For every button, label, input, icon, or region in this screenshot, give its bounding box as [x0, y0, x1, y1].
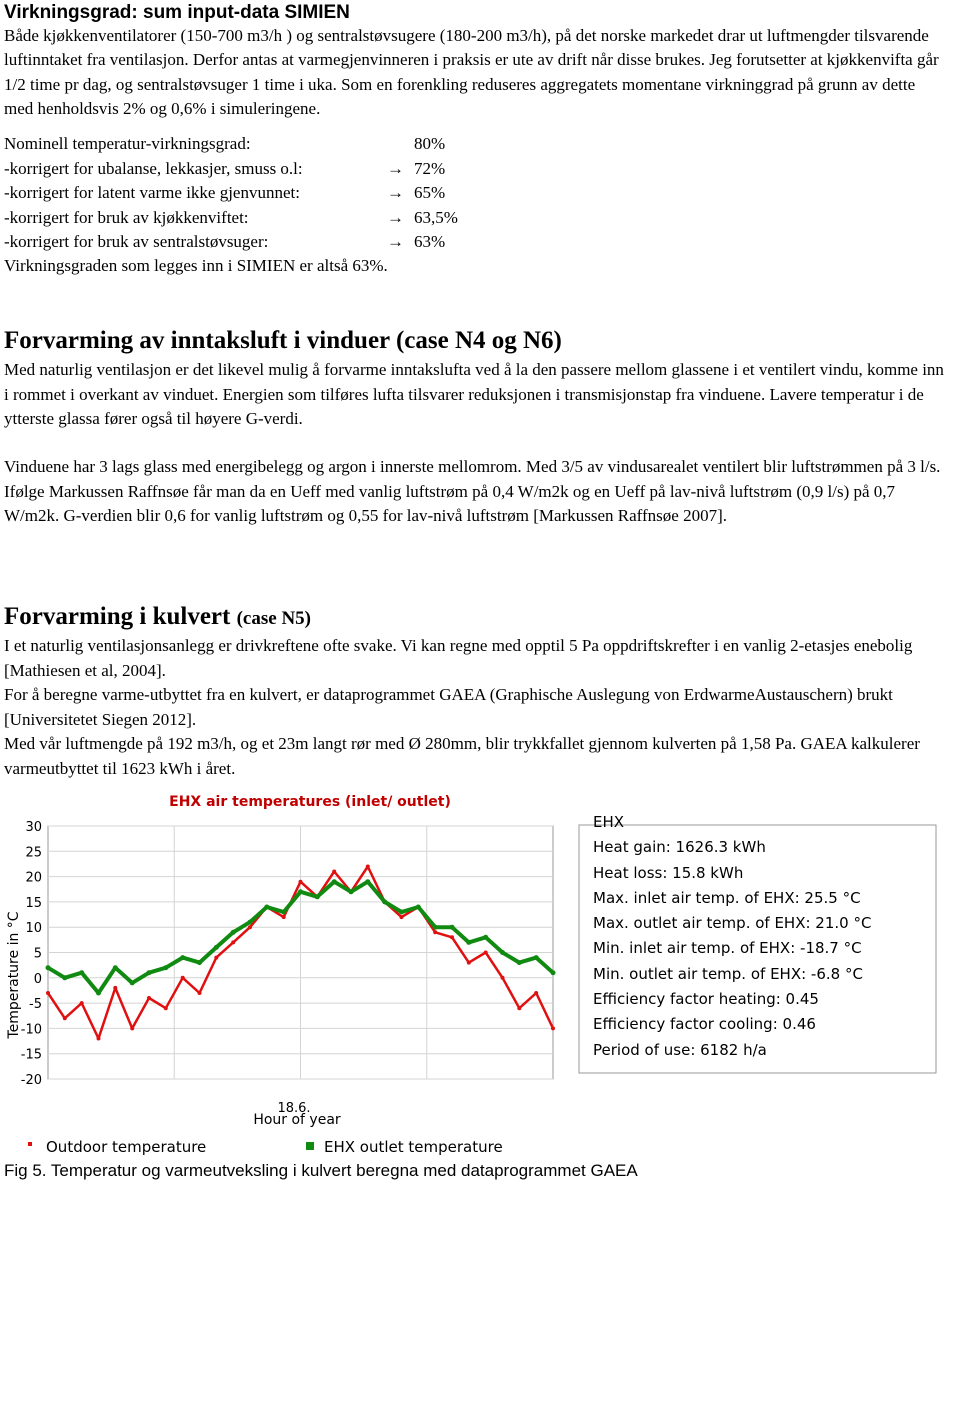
arrow-icon: →	[387, 158, 404, 178]
summary-item: Period of use: 6182 h/a	[593, 1040, 767, 1059]
summary-item: Heat loss: 15.8 kWh	[593, 863, 744, 882]
chart-point	[433, 925, 438, 930]
efficiency-row	[4, 157, 446, 181]
chart-point	[46, 991, 50, 995]
chart-y-tick-label: 20	[25, 870, 42, 886]
chart-y-tick-label: 25	[25, 845, 42, 861]
chart-point	[147, 970, 152, 975]
chart-point	[551, 970, 556, 975]
summary-item: Min. outlet air temp. of EHX: -6.8 °C	[593, 964, 863, 983]
chart-point	[180, 955, 185, 960]
ehx-temperature-chart	[0, 790, 570, 1130]
chart-point	[163, 965, 168, 970]
arrow-icon: →	[387, 207, 404, 227]
chart-y-tick-label: -5	[29, 997, 42, 1013]
paragraph-kulvert-2: For å beregne varme-utbyttet fra en kulvert, er dataprogrammet GAEA (Graphische Auslegung von ErdwarmeAustauschern) brukt [Universitetet Siegen 2012].	[4, 685, 893, 729]
chart-point	[181, 976, 185, 980]
chart-grid	[48, 826, 553, 1079]
chart-point	[315, 894, 320, 899]
summary-item: Heat gain: 1626.3 kWh	[593, 838, 766, 857]
chart-point	[433, 930, 437, 934]
efficiency-row-value: 63%	[414, 232, 446, 251]
summary-item: Efficiency factor cooling: 0.46	[593, 1015, 816, 1034]
efficiency-row-label: -korrigert for ubalanse, lekkasjer, smuss o.l:	[4, 158, 303, 178]
chart-point	[332, 870, 336, 874]
legend-outdoor-marker	[28, 1142, 32, 1146]
chart-point	[366, 865, 370, 869]
chart-y-tick-label: -20	[20, 1073, 42, 1088]
chart-point	[484, 951, 488, 955]
chart-point	[214, 956, 218, 960]
chart-point	[534, 955, 539, 960]
chart-point	[248, 925, 252, 929]
legend-ehx-marker	[306, 1142, 314, 1150]
summary-title: EHX	[593, 813, 625, 831]
chart-point	[467, 961, 471, 965]
arrow-icon: →	[387, 232, 404, 251]
ehx-summary-box	[593, 810, 933, 1063]
efficiency-row-value: 65%	[414, 183, 446, 202]
section-heading-case: (case N5)	[236, 608, 311, 629]
chart-point	[214, 945, 219, 950]
chart-point	[62, 975, 67, 980]
efficiency-row-label: -korrigert for bruk av sentralstøvsuger:	[4, 232, 269, 251]
chart-point	[113, 965, 118, 970]
chart-point	[130, 980, 135, 985]
chart-point	[500, 950, 505, 955]
chart-point	[450, 925, 455, 930]
chart-point	[197, 960, 202, 965]
chart-point	[63, 1016, 67, 1020]
summary-item: Efficiency factor heating: 0.45	[593, 990, 819, 1009]
chart-point	[416, 905, 421, 910]
chart-y-tick-label: 15	[25, 895, 42, 911]
chart-point	[248, 920, 253, 925]
chart-point	[483, 935, 488, 940]
paragraph-vinduer-1: Med naturlig ventilasjon er det likevel mulig å forvarme inntakslufta ved å la den passere mellom glassene i et ventilert vindu, komme inn i rommet i overkant av vinduet. Energien som tilføres lufta tilsvarer reduksjonen i transmisjonstap fra vinduene. Lavere temperatur i de ytterste glassa fører også til høyere G-verdi.	[4, 360, 944, 428]
section-heading-forvarming-vinduer: Forvarming av inntaksluft i vinduer (case N4 og N6)	[4, 327, 562, 354]
paragraph-kulvert-3: Med vår luftmengde på 192 m3/h, og et 23m langt rør med Ø 280mm, blir trykkfallet gjennom kulverten på 1,58 Pa. GAEA kalkulerer varmeutbyttet til 1623 kWh i året.	[4, 734, 920, 778]
chart-point	[130, 1026, 134, 1030]
chart-x-tick-label: 18.6.	[277, 1101, 311, 1116]
efficiency-row-value: 80%	[414, 134, 446, 153]
efficiency-row-value: 63,5%	[414, 207, 458, 227]
chart-point	[299, 880, 303, 884]
section-heading-virkningsgrad: Virkningsgrad: sum input-data SIMIEN	[4, 2, 350, 23]
chart-point	[501, 976, 505, 980]
legend-ehx-label: EHX outlet temperature	[324, 1138, 503, 1156]
efficiency-row	[4, 230, 446, 254]
chart-y-ticks	[21, 820, 42, 1088]
chart-y-tick-label: 10	[25, 921, 42, 937]
chart-point	[79, 970, 84, 975]
chart-point	[231, 940, 235, 944]
chart-point	[113, 986, 117, 990]
chart-y-tick-label: 30	[25, 820, 42, 835]
section-heading-forvarming-kulvert-title: Forvarming i kulvert	[4, 603, 231, 630]
chart-point	[282, 915, 286, 919]
chart-y-tick-label: 5	[33, 946, 42, 962]
chart-point	[281, 910, 286, 915]
paragraph-vinduer-2: Vinduene har 3 lags glass med energibelegg og argon i innerste mellomrom. Med 3/5 av vindusarealet ventilert blir luftstrømmen på 3 l/s. Ifølge Markussen Raffnsøe får man da en Ueff med vanlig luftstrøm på 0,4 W/m2k og en Ueff på lav-nivå luftstrøm (0,9 l/s) på 0,7 W/m2k. G-verdien blir 0,6 for vanlig luftstrøm og 0,55 for lav-nivå luftstrøm [Markussen Raffnsøe 2007].	[4, 457, 941, 525]
figure-caption: Fig 5. Temperatur og varmeutveksling i kulvert beregna med dataprogrammet GAEA	[4, 1161, 638, 1180]
efficiency-row-label: -korrigert for latent varme ikke gjenvunnet:	[4, 183, 300, 202]
chart-point	[96, 991, 101, 996]
chart-point	[164, 1006, 168, 1010]
chart-point	[147, 996, 151, 1000]
efficiency-row-label: Nominell temperatur-virkningsgrad:	[4, 134, 251, 153]
chart-title: EHX air temperatures (inlet/ outlet)	[169, 794, 451, 810]
chart-point	[400, 915, 404, 919]
paragraph-virkningsgrad-intro: Både kjøkkenventilatorer (150-700 m3/h ) og sentralstøvsugere (180-200 m3/h), på det norske markedet drar ut luftmengder tilsvarende luftinntaket fra ventilasjon. Derfor antas at varmegjenvinneren i praksis er ute av drift når disse brukes. Jeg forutsetter at kjøkkenvifta går 1/2 time pr dag, og sentralstøvsuger 1 time i uka. Som en forenkling reduseres aggregatets momentane virkninggrad på grunn av dette med henholdsvis 2% og 0,6% i simuleringene.	[4, 26, 939, 118]
summary-item: Min. inlet air temp. of EHX: -18.7 °C	[593, 939, 862, 958]
chart-point	[517, 1006, 521, 1010]
chart-y-tick-label: -10	[20, 1022, 42, 1038]
section-heading-forvarming-kulvert	[4, 603, 311, 631]
legend-outdoor-label: Outdoor temperature	[46, 1138, 207, 1156]
chart-point	[231, 930, 236, 935]
efficiency-row-value: 72%	[414, 158, 446, 178]
chart-point	[517, 960, 522, 965]
chart-point	[349, 889, 354, 894]
chart-x-axis-label: Hour of year	[253, 1112, 341, 1128]
efficiency-row	[4, 206, 458, 230]
chart-point	[46, 965, 51, 970]
chart-point	[399, 910, 404, 915]
chart-point	[551, 1026, 555, 1030]
legend-outdoor	[28, 1138, 206, 1156]
chart-point	[332, 879, 337, 884]
chart-point	[264, 905, 269, 910]
chart-y-tick-label: -15	[20, 1047, 42, 1063]
chart-point	[450, 935, 454, 939]
efficiency-row-label: -korrigert for bruk av kjøkkenviftet:	[4, 207, 249, 227]
efficiency-row	[4, 132, 446, 156]
chart-point	[198, 991, 202, 995]
efficiency-row	[4, 181, 446, 205]
chart-point	[466, 940, 471, 945]
arrow-icon: →	[387, 183, 404, 202]
chart-point	[97, 1037, 101, 1041]
paragraph-kulvert-1: I et naturlig ventilasjonsanlegg er drivkreftene ofte svake. Vi kan regne med opptil 5 Pa oppdriftskrefter i en vanlig 2-etasjes enebolig [Mathiesen et al, 2004].	[4, 636, 913, 680]
chart-point	[534, 991, 538, 995]
legend-ehx	[306, 1138, 503, 1156]
chart-y-tick-label: 0	[33, 971, 42, 987]
chart-point	[382, 899, 387, 904]
chart-point	[80, 1001, 84, 1005]
summary-item: Max. inlet air temp. of EHX: 25.5 °C	[593, 888, 861, 907]
chart-point	[298, 889, 303, 894]
chart-y-axis-label: Temperature in °C	[6, 911, 22, 1039]
efficiency-conclusion: Virkningsgraden som legges inn i SIMIEN er altså 63%.	[4, 256, 388, 275]
chart-point	[365, 879, 370, 884]
summary-item: Max. outlet air temp. of EHX: 21.0 °C	[593, 914, 872, 933]
